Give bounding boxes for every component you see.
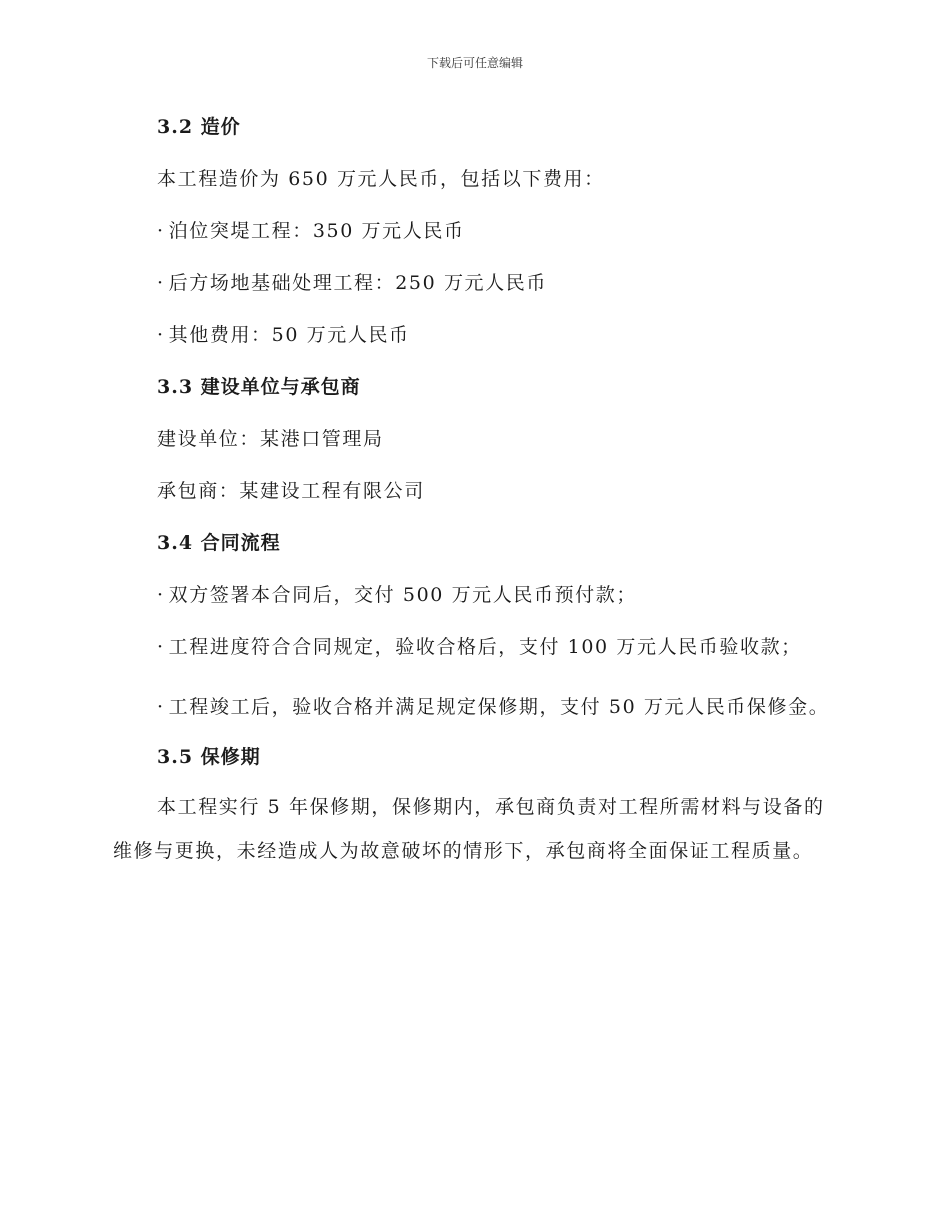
bullet-icon: ·	[157, 636, 165, 658]
contractor-line: 承包商：某建设工程有限公司	[157, 480, 425, 502]
bullet-icon: ·	[157, 584, 165, 606]
process-item: · 工程竣工后，验收合格并满足规定保修期，支付 50 万元人民币保修金。	[157, 696, 830, 718]
document-body	[113, 105, 833, 873]
process-item: · 工程进度符合合同规定，验收合格后，支付 100 万元人民币验收款；	[157, 636, 802, 658]
section-heading-3-4: 3.4 合同流程	[157, 532, 281, 554]
page-header: 下载后可任意编辑	[426, 56, 523, 70]
section-heading-3-2: 3.2 造价	[157, 116, 241, 138]
section-heading-3-3: 3.3 建设单位与承包商	[157, 376, 361, 398]
section-heading-3-5: 3.5 保修期	[157, 746, 261, 768]
cost-intro: 本工程造价为 650 万元人民币，包括以下费用：	[157, 168, 605, 190]
warranty-body: 本工程实行 5 年保修期，保修期内，承包商负责对工程所需材料与设备的维修与更换，未经造成人为故意破坏的情形下，承包商将全面保证工程质量。	[113, 796, 825, 862]
cost-item: · 其他费用：50 万元人民币	[157, 324, 410, 346]
bullet-icon: ·	[157, 220, 165, 242]
owner-line: 建设单位：某港口管理局	[157, 428, 384, 450]
bullet-icon: ·	[157, 696, 165, 718]
process-item: · 双方签署本合同后，交付 500 万元人民币预付款；	[157, 584, 637, 606]
cost-item: · 泊位突堤工程：350 万元人民币	[157, 220, 465, 242]
bullet-icon: ·	[157, 324, 165, 346]
bullet-icon: ·	[157, 272, 165, 294]
cost-item: · 后方场地基础处理工程：250 万元人民币	[157, 272, 547, 294]
